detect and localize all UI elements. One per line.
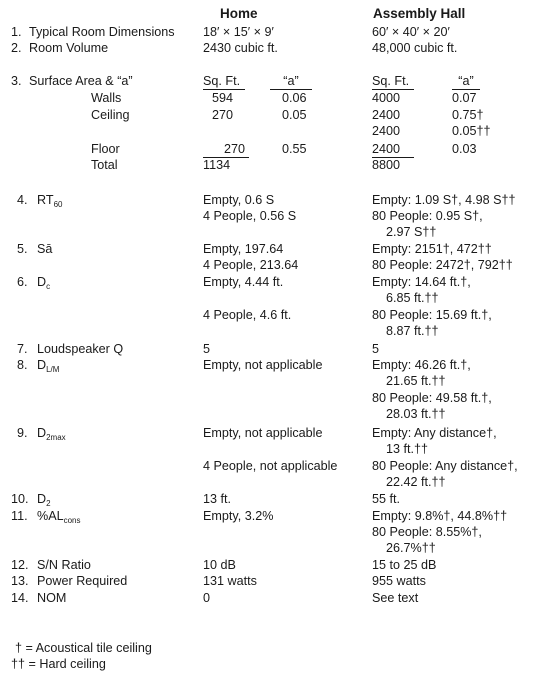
hall-floor-a: 0.03 xyxy=(452,142,477,156)
row-label-alcons: $\%AL_{cons}$ xyxy=(37,509,81,525)
total-label: Total xyxy=(91,158,118,172)
home-d2max-people: 4 People, not applicable xyxy=(203,459,338,473)
hall-d2max-people: 80 People: Any distance†, xyxy=(372,459,518,473)
row-label-d2: $D_2$ xyxy=(37,492,51,508)
row-label-loudspeaker-q: Loudspeaker Q xyxy=(37,342,124,356)
home-ceiling-sqft: 270 xyxy=(212,108,234,122)
row-label-sn-ratio: S/N Ratio xyxy=(37,558,91,572)
hall-ceiling-sqft-tile: 2400 xyxy=(372,108,401,122)
hall-dimensions: 60′ × 40′ × 20′ xyxy=(372,25,450,39)
home-alcons: Empty, 3.2% xyxy=(203,509,274,523)
hall-sa-people: 80 People: 2472†, 792†† xyxy=(372,258,513,272)
home-walls-a: 0.06 xyxy=(282,91,307,105)
hall-dc-people-cont: 8.87 ft.†† xyxy=(386,324,439,338)
home-total-sqft: 1134 xyxy=(203,158,231,172)
home-dlm: Empty, not applicable xyxy=(203,358,323,372)
home-rt60-people: 4 People, 0.56 S xyxy=(203,209,297,223)
hall-sn-ratio: 15 to 25 dB xyxy=(372,558,437,572)
row-label-volume: Room Volume xyxy=(29,41,109,55)
row-label-sa: Sā xyxy=(37,242,53,256)
hall-rt60-empty: Empty: 1.09 S†, 4.98 S†† xyxy=(372,193,516,207)
hall-dlm-empty-cont: 21.65 ft.†† xyxy=(386,374,446,388)
row-number: 14. xyxy=(11,591,29,605)
hall-alcons-people: 80 People: 8.55%†, xyxy=(372,525,482,539)
hall-dc-people: 80 People: 15.69 ft.†, xyxy=(372,308,492,322)
row-number: 2. xyxy=(11,41,22,55)
footnote-hard-ceiling: †† = Hard ceiling xyxy=(11,657,106,671)
row-label-power: Power Required xyxy=(37,574,128,588)
row-number: 12. xyxy=(11,558,29,572)
hall-alcons-empty: Empty: 9.8%†, 44.8%†† xyxy=(372,509,508,523)
hall-d2max-empty-cont: 13 ft.†† xyxy=(386,442,429,456)
row-label-nom: NOM xyxy=(37,591,67,605)
row-number: 1. xyxy=(11,25,22,39)
footnote-tile-ceiling: † = Acoustical tile ceiling xyxy=(15,641,152,655)
hall-volume: 48,000 cubic ft. xyxy=(372,41,458,55)
home-volume: 2430 cubic ft. xyxy=(203,41,278,55)
home-sqft-header: Sq. Ft. xyxy=(203,73,245,90)
row-number: 3. xyxy=(11,74,22,88)
row-label-dimensions: Typical Room Dimensions xyxy=(29,25,175,39)
row-number: 11. xyxy=(11,509,28,523)
home-loudspeaker-q: 5 xyxy=(203,342,211,356)
home-rt60-empty: Empty, 0.6 S xyxy=(203,193,275,207)
row-number: 10. xyxy=(11,492,29,506)
floor-label: Floor xyxy=(91,142,120,156)
hall-a-header: “a” xyxy=(452,73,480,90)
home-column-header: Home xyxy=(220,6,258,21)
hall-sqft-header: Sq. Ft. xyxy=(372,73,414,90)
row-label-dlm: $D_{L/M}$ xyxy=(37,358,60,374)
home-dc-empty: Empty, 4.44 ft. xyxy=(203,275,284,289)
home-ceiling-a: 0.05 xyxy=(282,108,307,122)
row-number: 6. xyxy=(17,275,28,289)
hall-rt60-people: 80 People: 0.95 S†, xyxy=(372,209,483,223)
home-dimensions: 18′ × 15′ × 9′ xyxy=(203,25,274,39)
home-sa-empty: Empty, 197.64 xyxy=(203,242,284,256)
row-number: 9. xyxy=(17,426,28,440)
home-floor-a: 0.55 xyxy=(282,142,307,156)
ceiling-label: Ceiling xyxy=(91,108,130,122)
hall-d2max-people-cont: 22.42 ft.†† xyxy=(386,475,446,489)
hall-floor-sqft: 2400 xyxy=(372,141,414,158)
row-number: 8. xyxy=(17,358,28,372)
hall-dc-empty-cont: 6.85 ft.†† xyxy=(386,291,439,305)
hall-dc-empty: Empty: 14.64 ft.†, xyxy=(372,275,471,289)
home-a-header: “a” xyxy=(270,73,312,90)
hall-d2: 55 ft. xyxy=(372,492,401,506)
home-sn-ratio: 10 dB xyxy=(203,558,236,572)
hall-loudspeaker-q: 5 xyxy=(372,342,380,356)
hall-walls-sqft: 4000 xyxy=(372,91,401,105)
row-number: 13. xyxy=(11,574,29,588)
hall-ceiling-a-hard: 0.05†† xyxy=(452,124,491,138)
hall-total-sqft: 8800 xyxy=(372,158,401,172)
home-d2max-empty: Empty, not applicable xyxy=(203,426,323,440)
row-label-dc: $D_c$ xyxy=(37,275,51,291)
row-label-surface-area: Surface Area & “a” xyxy=(29,74,133,88)
home-floor-sqft: 270 xyxy=(203,141,249,158)
row-label-d2max: $D_{2max}$ xyxy=(37,426,66,442)
home-nom: 0 xyxy=(203,591,211,605)
home-dc-people: 4 People, 4.6 ft. xyxy=(203,308,292,322)
hall-nom: See text xyxy=(372,591,419,605)
hall-ceiling-sqft-hard: 2400 xyxy=(372,124,401,138)
home-power: 131 watts xyxy=(203,574,257,588)
row-label-rt60: $RT_{60}$ xyxy=(37,193,63,209)
hall-power: 955 watts xyxy=(372,574,426,588)
home-sa-people: 4 People, 213.64 xyxy=(203,258,299,272)
hall-alcons-people-cont: 26.7%†† xyxy=(386,541,436,555)
hall-column-header: Assembly Hall xyxy=(373,6,466,21)
hall-dlm-people-cont: 28.03 ft.†† xyxy=(386,407,446,421)
hall-sa-empty: Empty: 2151†, 472†† xyxy=(372,242,492,256)
hall-ceiling-a-tile: 0.75† xyxy=(452,108,484,122)
hall-rt60-people-cont: 2.97 S†† xyxy=(386,225,437,239)
home-walls-sqft: 594 xyxy=(212,91,234,105)
hall-dlm-people: 80 People: 49.58 ft.†, xyxy=(372,391,492,405)
hall-dlm-empty: Empty: 46.26 ft.†, xyxy=(372,358,471,372)
hall-walls-a: 0.07 xyxy=(452,91,477,105)
hall-d2max-empty: Empty: Any distance†, xyxy=(372,426,497,440)
walls-label: Walls xyxy=(91,91,122,105)
row-number: 7. xyxy=(17,342,28,356)
home-d2: 13 ft. xyxy=(203,492,232,506)
row-number: 5. xyxy=(17,242,28,256)
row-number: 4. xyxy=(17,193,28,207)
